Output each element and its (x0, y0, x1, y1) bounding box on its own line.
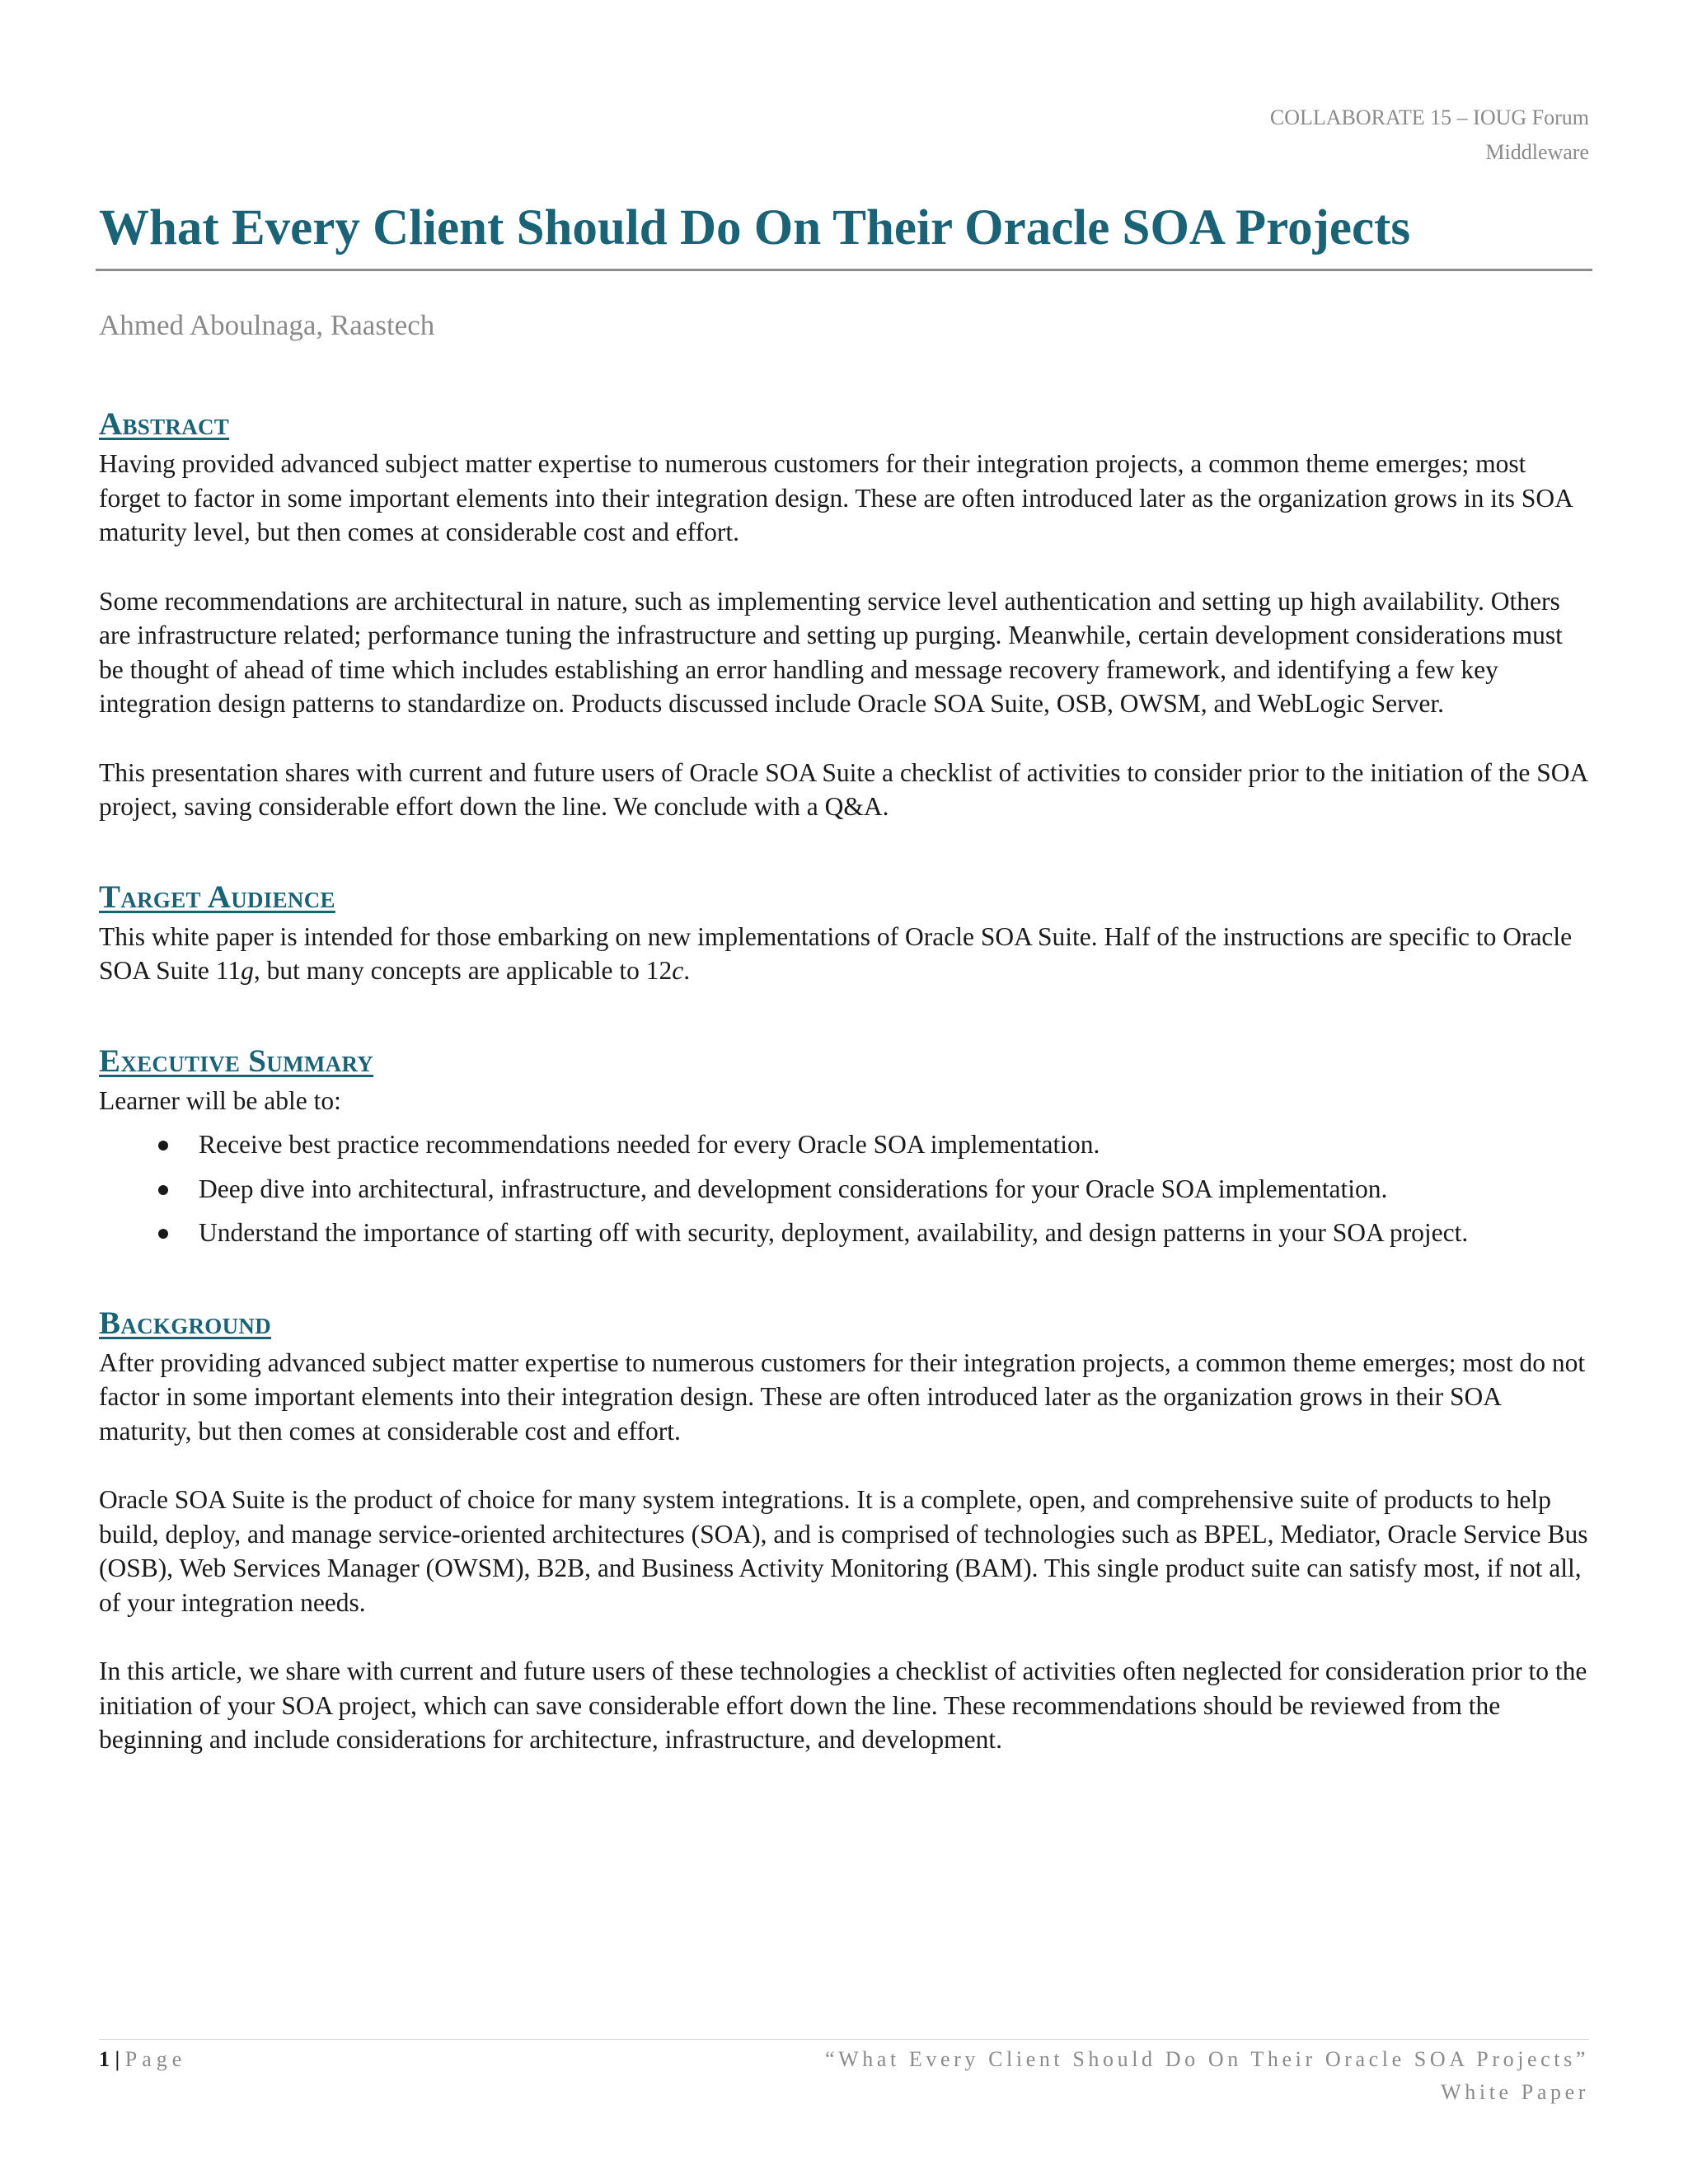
section-heading-executive-summary: Executive Summary (99, 1043, 374, 1079)
paragraph: Oracle SOA Suite is the product of choice for many system integrations. It is a complete, open, and comprehensive suite of products to help build, deploy, and manage service-oriented architectures (SOA), and is comprised of technologies such as BPEL, Mediator, Oracle Service Bus (OSB), Web Services Manager (OWSM), B2B, and Business Activity Monitoring (BAM). This single product suite can satisfy most, if not all, of your integration needs. (99, 1485, 1588, 1617)
bullet-icon (158, 1141, 168, 1151)
running-header (1270, 101, 1589, 170)
paragraph (99, 920, 1589, 988)
bullet-list (99, 1127, 1589, 1250)
section-executive-summary (99, 1039, 1589, 1250)
page-label: Page (124, 2047, 187, 2071)
list-item-text: Receive best practice recommendations needed for every Oracle SOA implementation. (199, 1130, 1100, 1159)
section-target-audience (99, 875, 1589, 988)
header-conference: COLLABORATE 15 – IOUG Forum (1269, 105, 1589, 129)
summary-intro: Learner will be able to: (99, 1085, 341, 1115)
list-item-text: Deep dive into architectural, infrastructure, and development considerations for your Oracle SOA implementation. (199, 1174, 1388, 1203)
bullet-icon (158, 1229, 168, 1239)
paragraph: In this article, we share with current and future users of these technologies a checklist of activities often neglected for consideration prior to the initiation of your SOA project, which can save considerable effort down the line. These recommendations should be reviewed from the beginning and include considerations for architecture, infrastructure, and development. (99, 1657, 1587, 1754)
page-number-footer (99, 2043, 186, 2076)
list-item-text: Understand the importance of starting off with security, deployment, availability, and design patterns in your SOA project. (199, 1218, 1469, 1247)
footer-doc-title: “What Every Client Should Do On Their Oracle SOA Projects” (824, 2047, 1589, 2071)
paragraph: This presentation shares with current and future users of Oracle SOA Suite a checklist of activities to consider prior to the initiation of the SOA project, saving considerable effort down the line. We conclude with a Q&A. (99, 757, 1587, 821)
list-item (99, 1172, 1589, 1207)
title-divider (96, 269, 1592, 271)
list-item (99, 1127, 1589, 1162)
section-abstract (99, 402, 1589, 824)
bullet-icon (158, 1185, 168, 1195)
footer-divider (99, 2039, 1589, 2040)
version-suffix: g (241, 956, 254, 985)
paragraph: After providing advanced subject matter expertise to numerous customers for their integration projects, a common theme emerges; most do not factor in some important elements into their integration design. These are often introduced later as the organization grows in their SOA maturity, but then comes at considerable cost and effort. (99, 1347, 1586, 1446)
text-run: This white paper is intended for those embarking on new implementations of Oracle SOA Suite. Half of the instructions are specific to Oracle SOA Suite 11 (99, 921, 1573, 985)
document-body (99, 402, 1589, 1792)
section-heading-abstract: Abstract (99, 406, 230, 442)
list-item (99, 1216, 1589, 1250)
document-title: What Every Client Should Do On Their Oracle SOA Projects (99, 200, 1411, 255)
paragraph: Having provided advanced subject matter expertise to numerous customers for their integration projects, a common theme emerges; most forget to factor in some important elements into their integration design. These are often introduced later as the organization grows in its SOA maturity level, but then comes at considerable cost and effort. (99, 449, 1573, 546)
footer-doc-type: White Paper (1441, 2080, 1589, 2104)
footer-doc-info (825, 2043, 1589, 2109)
text-run: . (683, 956, 691, 985)
section-heading-background: Background (99, 1305, 272, 1341)
section-background (99, 1301, 1589, 1757)
author-line: Ahmed Aboulnaga, Raastech (99, 309, 435, 341)
header-track: Middleware (1485, 140, 1589, 164)
paragraph: Some recommendations are architectural in nature, such as implementing service level authentication and setting up high availability. Others are infrastructure related; performance tuning the infrastructure and setting up purging. Meanwhile, certain development considerations must be thought of ahead of time which includes establishing an error handling and message recovery framework, and identifying a few key integration design patterns to standardize on. Products discussed include Oracle SOA Suite, OSB, OWSM, and WebLogic Server. (99, 586, 1563, 718)
section-heading-target-audience: Target Audience (99, 879, 335, 915)
footer-separator: | (115, 2047, 120, 2071)
document-page (99, 0, 1589, 2184)
version-suffix: c (672, 956, 684, 985)
page-number: 1 (99, 2047, 110, 2071)
text-run: , but many concepts are applicable to 12 (253, 956, 673, 985)
